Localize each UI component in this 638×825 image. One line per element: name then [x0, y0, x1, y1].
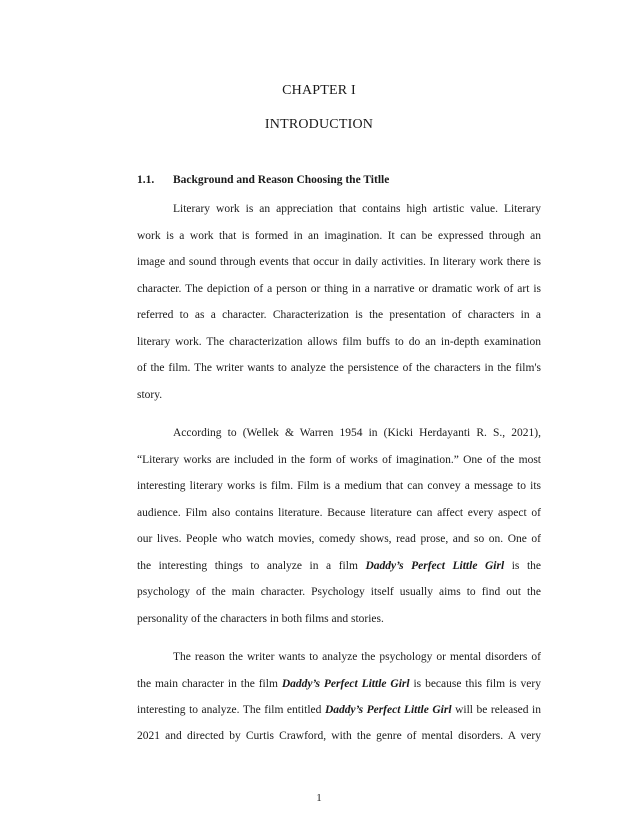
section-heading — [137, 174, 389, 186]
paragraph-2-line: interesting literary works is film. Film is a medium that can convey a message to its — [137, 480, 541, 492]
paragraph-1-line: story. — [137, 389, 163, 401]
chapter-title: INTRODUCTION — [264, 117, 374, 132]
section-number: 1.1. — [137, 174, 155, 186]
paragraph-2-line: audience. Film also contains literature. Because literature can affect every aspect of — [137, 507, 541, 519]
paragraph-2-line: psychology of the main character. Psychology itself usually aims to find out the — [137, 586, 541, 598]
chapter-number: CHAPTER I — [282, 83, 356, 98]
paragraph-1-line: literary work. The characterization allows film buffs to do an in-depth examination — [137, 336, 541, 348]
film-title: Daddy’s Perfect Little Girl — [365, 560, 505, 572]
film-title: Daddy’s Perfect Little Girl — [281, 678, 410, 690]
section-title: Background and Reason Choosing the Titlle — [173, 174, 390, 186]
paragraph-1-line: character. The depiction of a person or thing in a narrative or dramatic work of art is — [137, 283, 541, 295]
paragraph-3-line: interesting to analyze. The film entitled Daddy’s Perfect Little Girl will be released in — [137, 704, 541, 716]
page-number: 1 — [316, 792, 322, 804]
paragraph-1-line: image and sound through events that occur in daily activities. In literary work there is — [137, 256, 541, 268]
paragraph-1-line: Literary work is an appreciation that contains high artistic value. Literary — [173, 203, 541, 215]
paragraph-2-line: our lives. People who watch movies, comedy shows, read prose, and so on. One of — [137, 533, 541, 545]
paragraph-1-line: referred to as a character. Characterization is the presentation of characters in a — [137, 309, 541, 321]
paragraph-3-line: 2021 and directed by Curtis Crawford, with the genre of mental disorders. A very — [137, 730, 541, 742]
paragraph-2-line: the interesting things to analyze in a film Daddy’s Perfect Little Girl is the — [137, 560, 541, 572]
paragraph-1-line: work is a work that is formed in an imagination. It can be expressed through an — [137, 230, 541, 242]
paragraph-1-line: of the film. The writer wants to analyze the persistence of the characters in the film's — [137, 362, 541, 374]
paragraph-2-line: personality of the characters in both films and stories. — [137, 613, 384, 625]
paragraph-2-line: “Literary works are included in the form of works of imagination.” One of the most — [137, 454, 541, 466]
paragraph-3-line: The reason the writer wants to analyze the psychology or mental disorders of — [173, 651, 541, 663]
paragraph-2-line: According to (Wellek & Warren 1954 in (Kicki Herdayanti R. S., 2021), — [173, 427, 541, 439]
film-title: Daddy’s Perfect Little Girl — [324, 704, 452, 716]
paragraph-3-line: the main character in the film Daddy’s Perfect Little Girl is because this film is very — [137, 678, 541, 690]
